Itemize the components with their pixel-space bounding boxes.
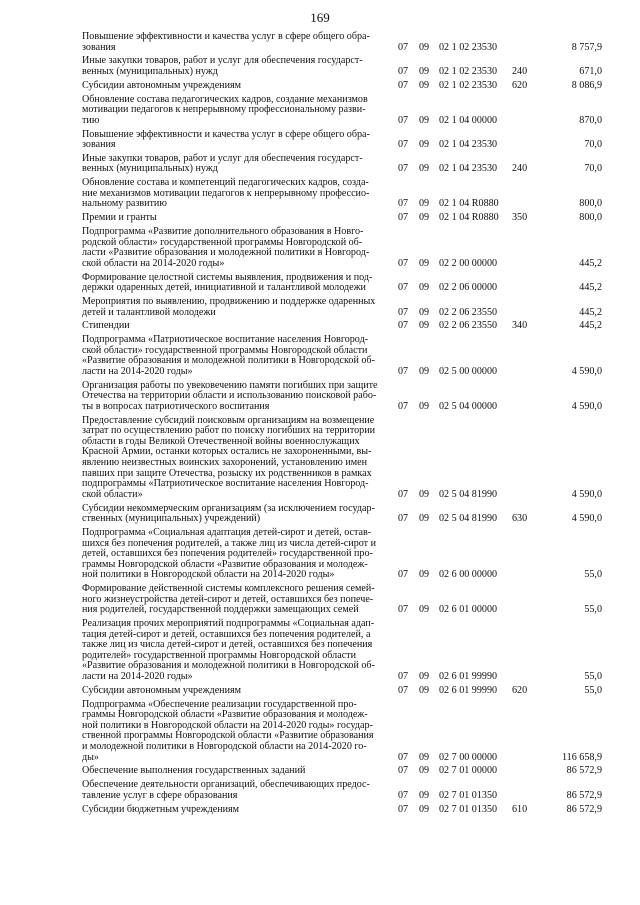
- description-line: Повышение эффективности и качества услуг в сфере общего обра-: [82, 31, 370, 42]
- table-row: [82, 780, 602, 801]
- target-article-code: 02 6 01 99990: [439, 671, 498, 683]
- row-codes: [82, 81, 602, 92]
- section-code: 07: [398, 569, 409, 581]
- description-line: нальному развитию: [82, 198, 167, 210]
- description-line: ной политики в Новгородской области на 2014-2020 годы» государ-: [82, 719, 373, 731]
- description-line: также лиц из числа детей-сирот и детей, оставшихся без попечения: [82, 639, 373, 651]
- expense-type-code: 240: [512, 65, 528, 77]
- subsection-code: 09: [419, 803, 430, 815]
- description-line: Отечества на территории области и использованию поисковой рабо-: [82, 390, 377, 402]
- expense-type-code: 620: [512, 684, 528, 696]
- description-line: зования: [82, 139, 116, 151]
- description-line: затрат по осуществлению работ по поиску погибших на территории: [82, 425, 375, 437]
- table-row: [82, 178, 602, 210]
- subsection-code: 09: [419, 282, 430, 294]
- description-line: и молодежной политики в Новгородской области на 2014-2020 го-: [82, 740, 367, 752]
- subsection-code: 09: [419, 513, 430, 525]
- description-line: Обновление состава и компетенций педагогических кадров, созда-: [82, 177, 369, 189]
- description-line: павших при защите Отечества, розыску их родственников в рамках: [82, 467, 372, 479]
- target-article-code: 02 2 06 23550: [439, 320, 498, 332]
- description-line: Иные закупки товаров, работ и услуг для обеспечения государст-: [82, 152, 363, 164]
- expense-type-code: 350: [512, 212, 528, 224]
- target-article-code: 02 1 04 23530: [439, 163, 498, 175]
- amount-value: 4 590,0: [571, 488, 602, 500]
- description-line: Мероприятия по выявлению, продвижению и поддержке одаренных: [82, 295, 376, 307]
- description-line: ласти на 2014-2020 годы»: [82, 671, 193, 683]
- description-line: ской области на 2014-2020 годы»: [82, 257, 225, 269]
- description-line: Обновление состава педагогических кадров, создание механизмов: [82, 93, 368, 105]
- table-row: [82, 528, 602, 581]
- section-code: 07: [398, 212, 409, 224]
- table-row: [82, 213, 602, 224]
- target-article-code: 02 7 01 00000: [439, 765, 498, 777]
- target-article-code: 02 1 02 23530: [439, 79, 498, 91]
- section-code: 07: [398, 684, 409, 696]
- table-row: [82, 297, 602, 318]
- description-line: ды»: [82, 751, 99, 763]
- amount-value: 445,2: [579, 282, 602, 294]
- description-line: шихся без попечения родителей, а также лиц из числа детей-сирот и: [82, 537, 376, 549]
- description-line: держки одаренных детей, инициативной и талантливой молодежи: [82, 282, 366, 294]
- subsection-code: 09: [419, 79, 430, 91]
- amount-value: 800,0: [579, 198, 602, 210]
- table-row: [82, 619, 602, 683]
- description-line: венных (муниципальных) нужд: [82, 65, 218, 77]
- description-line: мотивации педагогов к непрерывному профессиональному разви-: [82, 104, 366, 116]
- section-code: 07: [398, 488, 409, 500]
- description-line: Субсидии автономным учреждениям: [82, 79, 242, 91]
- target-article-code: 02 2 00 00000: [439, 257, 498, 269]
- expense-type-code: 340: [512, 320, 528, 332]
- table-row: [82, 56, 602, 77]
- row-codes: [82, 672, 602, 683]
- row-codes: [82, 116, 602, 127]
- row-codes: [82, 791, 602, 802]
- row-codes: [82, 686, 602, 697]
- amount-value: 55,0: [584, 604, 602, 616]
- target-article-code: 02 5 00 00000: [439, 365, 498, 377]
- subsection-code: 09: [419, 306, 430, 318]
- table-row: [82, 381, 602, 413]
- description-line: области в годы Великой Отечественной войны военнослужащих: [82, 435, 360, 447]
- section-code: 07: [398, 751, 409, 763]
- section-code: 07: [398, 306, 409, 318]
- row-codes: [82, 213, 602, 224]
- table-row: [82, 321, 602, 332]
- target-article-code: 02 5 04 81990: [439, 488, 498, 500]
- section-code: 07: [398, 257, 409, 269]
- description-line: ской области» государственной программы Новгородской области: [82, 344, 368, 356]
- description-line: Формирование целостной системы выявления, продвижения и под-: [82, 271, 373, 283]
- description-line: ного жизнеустройства детей-сирот и детей, оставшихся без попече-: [82, 593, 374, 605]
- amount-value: 8 757,9: [571, 41, 602, 53]
- description-line: явлению неизвестных воинских захоронений, установлению имен: [82, 457, 368, 468]
- subsection-code: 09: [419, 198, 430, 210]
- target-article-code: 02 1 04 R0880: [439, 212, 499, 224]
- description-line: Стипендии: [82, 320, 130, 332]
- description-line: Реализация прочих мероприятий подпрограммы «Социальная адап-: [82, 618, 375, 630]
- amount-value: 445,2: [579, 306, 602, 318]
- amount-value: 70,0: [584, 139, 602, 151]
- target-article-code: 02 1 02 23530: [439, 41, 498, 53]
- subsection-code: 09: [419, 751, 430, 763]
- subsection-code: 09: [419, 139, 430, 151]
- description-line: ния родителей, государственной поддержки замещающих семей: [82, 604, 359, 616]
- amount-value: 4 590,0: [571, 400, 602, 412]
- amount-value: 671,0: [579, 65, 602, 77]
- section-code: 07: [398, 320, 409, 332]
- table-row: [82, 584, 602, 616]
- row-codes: [82, 67, 602, 78]
- table-row: [82, 227, 602, 269]
- description-line: ласти на 2014-2020 годы»: [82, 365, 193, 377]
- row-codes: [82, 402, 602, 413]
- description-line: тию: [82, 114, 100, 126]
- subsection-code: 09: [419, 684, 430, 696]
- table-row: [82, 32, 602, 53]
- table-row: [82, 416, 602, 501]
- target-article-code: 02 2 06 00000: [439, 282, 498, 294]
- section-code: 07: [398, 765, 409, 777]
- row-codes: [82, 321, 602, 332]
- description-line: детей и талантливой молодежи: [82, 306, 216, 318]
- amount-value: 86 572,9: [566, 765, 602, 777]
- target-article-code: 02 7 00 00000: [439, 751, 498, 763]
- subsection-code: 09: [419, 365, 430, 377]
- description-line: Субсидии автономным учреждениям: [82, 684, 242, 696]
- description-line: Иные закупки товаров, работ и услуг для обеспечения государст-: [82, 55, 363, 67]
- description-line: ской области»: [82, 488, 143, 500]
- subsection-code: 09: [419, 41, 430, 53]
- row-codes: [82, 164, 602, 175]
- subsection-code: 09: [419, 257, 430, 269]
- description-line: Обеспечение выполнения государственных заданий: [82, 765, 306, 777]
- description-line: ственной программы Новгородской области «Развитие образования: [82, 730, 374, 742]
- subsection-code: 09: [419, 212, 430, 224]
- table-row: [82, 766, 602, 777]
- target-article-code: 02 1 04 00000: [439, 114, 498, 126]
- table-row: [82, 154, 602, 175]
- expense-type-code: 630: [512, 513, 528, 525]
- section-code: 07: [398, 604, 409, 616]
- description-line: родителей» государственной программы Новгородской области: [82, 649, 356, 661]
- section-code: 07: [398, 139, 409, 151]
- target-article-code: 02 7 01 01350: [439, 789, 498, 801]
- row-codes: [82, 605, 602, 616]
- table-row: [82, 95, 602, 127]
- target-article-code: 02 6 01 00000: [439, 604, 498, 616]
- target-article-code: 02 2 06 23550: [439, 306, 498, 318]
- row-codes: [82, 490, 602, 501]
- row-codes: [82, 283, 602, 294]
- target-article-code: 02 1 04 R0880: [439, 198, 499, 210]
- amount-value: 55,0: [584, 671, 602, 683]
- description-line: Организация работы по увековечению памяти погибших при защите: [82, 379, 378, 391]
- description-line: детей, оставшихся без попечения родителей» государственной про-: [82, 548, 373, 560]
- table-row: [82, 700, 602, 764]
- section-code: 07: [398, 803, 409, 815]
- amount-value: 116 658,9: [561, 751, 602, 763]
- section-code: 07: [398, 789, 409, 801]
- description-line: ние механизмов мотивации педагогов к непрерывному профессио-: [82, 187, 370, 199]
- description-line: Формирование действенной системы комплексного решения семей-: [82, 583, 375, 595]
- description-line: ты в вопросах патриотического воспитания: [82, 400, 270, 412]
- table-row: [82, 81, 602, 92]
- description-line: венных (муниципальных) нужд: [82, 163, 218, 175]
- target-article-code: 02 1 02 23530: [439, 65, 498, 77]
- description-line: тация детей-сирот и детей, оставшихся без попечения родителей, а: [82, 628, 371, 640]
- row-codes: [82, 308, 602, 319]
- table-row: [82, 805, 602, 816]
- description-line: ной политики в Новгородской области на 2014-2020 годы»: [82, 569, 335, 581]
- amount-value: 4 590,0: [571, 513, 602, 525]
- subsection-code: 09: [419, 569, 430, 581]
- description-line: Премии и гранты: [82, 212, 157, 224]
- amount-value: 86 572,9: [566, 789, 602, 801]
- subsection-code: 09: [419, 671, 430, 683]
- amount-value: 55,0: [584, 569, 602, 581]
- description-line: Предоставление субсидий поисковым организациям на возмещение: [82, 414, 375, 426]
- amount-value: 4 590,0: [571, 365, 602, 377]
- row-codes: [82, 514, 602, 525]
- amount-value: 445,2: [579, 320, 602, 332]
- description-line: ственных (муниципальных) учреждений): [82, 513, 261, 525]
- table-row: [82, 504, 602, 525]
- target-article-code: 02 1 04 23530: [439, 139, 498, 151]
- row-codes: [82, 570, 602, 581]
- subsection-code: 09: [419, 114, 430, 126]
- section-code: 07: [398, 365, 409, 377]
- section-code: 07: [398, 513, 409, 525]
- section-code: 07: [398, 65, 409, 77]
- table-row: [82, 335, 602, 377]
- description-line: ласти «Развитие образования и молодежной политики в Новгород-: [82, 247, 370, 259]
- subsection-code: 09: [419, 488, 430, 500]
- amount-value: 86 572,9: [566, 803, 602, 815]
- description-line: граммы Новгородской области «Развитие образования и молодеж-: [82, 558, 368, 570]
- description-line: Красной Армии, останки которых остались не захороненными, вы-: [82, 446, 372, 458]
- table-row: [82, 130, 602, 151]
- target-article-code: 02 6 00 00000: [439, 569, 498, 581]
- target-article-code: 02 7 01 01350: [439, 803, 498, 815]
- amount-value: 55,0: [584, 684, 602, 696]
- description-line: подпрограммы «Патриотическое воспитание населения Новгород-: [82, 478, 369, 490]
- subsection-code: 09: [419, 604, 430, 616]
- target-article-code: 02 5 04 81990: [439, 513, 498, 525]
- section-code: 07: [398, 41, 409, 53]
- budget-table: [82, 32, 602, 818]
- description-line: Субсидии некоммерческим организациям (за исключением государ-: [82, 502, 375, 514]
- row-codes: [82, 805, 602, 816]
- expense-type-code: 610: [512, 803, 528, 815]
- description-line: Подпрограмма «Социальная адаптация детей-сирот и детей, остав-: [82, 526, 372, 538]
- description-line: Подпрограмма «Патриотическое воспитание населения Новгород-: [82, 334, 369, 346]
- row-codes: [82, 753, 602, 764]
- amount-value: 70,0: [584, 163, 602, 175]
- description-line: родской области» государственной программы Новгородской об-: [82, 236, 363, 248]
- description-line: Обеспечение деятельности организаций, обеспечивающих предос-: [82, 779, 370, 791]
- section-code: 07: [398, 163, 409, 175]
- subsection-code: 09: [419, 65, 430, 77]
- section-code: 07: [398, 198, 409, 210]
- table-row: [82, 686, 602, 697]
- table-row: [82, 273, 602, 294]
- subsection-code: 09: [419, 789, 430, 801]
- row-codes: [82, 43, 602, 54]
- row-codes: [82, 259, 602, 270]
- description-line: Повышение эффективности и качества услуг в сфере общего обра-: [82, 128, 370, 140]
- description-line: Подпрограмма «Развитие дополнительного образования в Новго-: [82, 226, 364, 237]
- target-article-code: 02 5 04 00000: [439, 400, 498, 412]
- expense-type-code: 620: [512, 79, 528, 91]
- section-code: 07: [398, 400, 409, 412]
- target-article-code: 02 6 01 99990: [439, 684, 498, 696]
- subsection-code: 09: [419, 320, 430, 332]
- section-code: 07: [398, 671, 409, 683]
- description-line: граммы Новгородской области «Развитие образования и молодеж-: [82, 709, 368, 721]
- row-codes: [82, 140, 602, 151]
- amount-value: 8 086,9: [571, 79, 602, 91]
- description-line: зования: [82, 41, 116, 53]
- row-description: [82, 416, 390, 501]
- row-codes: [82, 199, 602, 210]
- section-code: 07: [398, 79, 409, 91]
- amount-value: 800,0: [579, 212, 602, 224]
- subsection-code: 09: [419, 400, 430, 412]
- section-code: 07: [398, 114, 409, 126]
- amount-value: 445,2: [579, 257, 602, 269]
- description-line: Субсидии бюджетным учреждениям: [82, 803, 240, 815]
- expense-type-code: 240: [512, 163, 528, 175]
- row-codes: [82, 367, 602, 378]
- section-code: 07: [398, 282, 409, 294]
- description-line: «Развитие образования и молодежной политики в Новгородской об-: [82, 660, 375, 672]
- row-codes: [82, 766, 602, 777]
- description-line: «Развитие образования и молодежной политики в Новгородской об-: [82, 355, 375, 367]
- amount-value: 870,0: [579, 114, 602, 126]
- description-line: Подпрограмма «Обеспечение реализации государственной про-: [82, 698, 357, 710]
- subsection-code: 09: [419, 765, 430, 777]
- page-number: 169: [310, 10, 330, 25]
- description-line: тавление услуг в сфере образования: [82, 789, 238, 801]
- subsection-code: 09: [419, 163, 430, 175]
